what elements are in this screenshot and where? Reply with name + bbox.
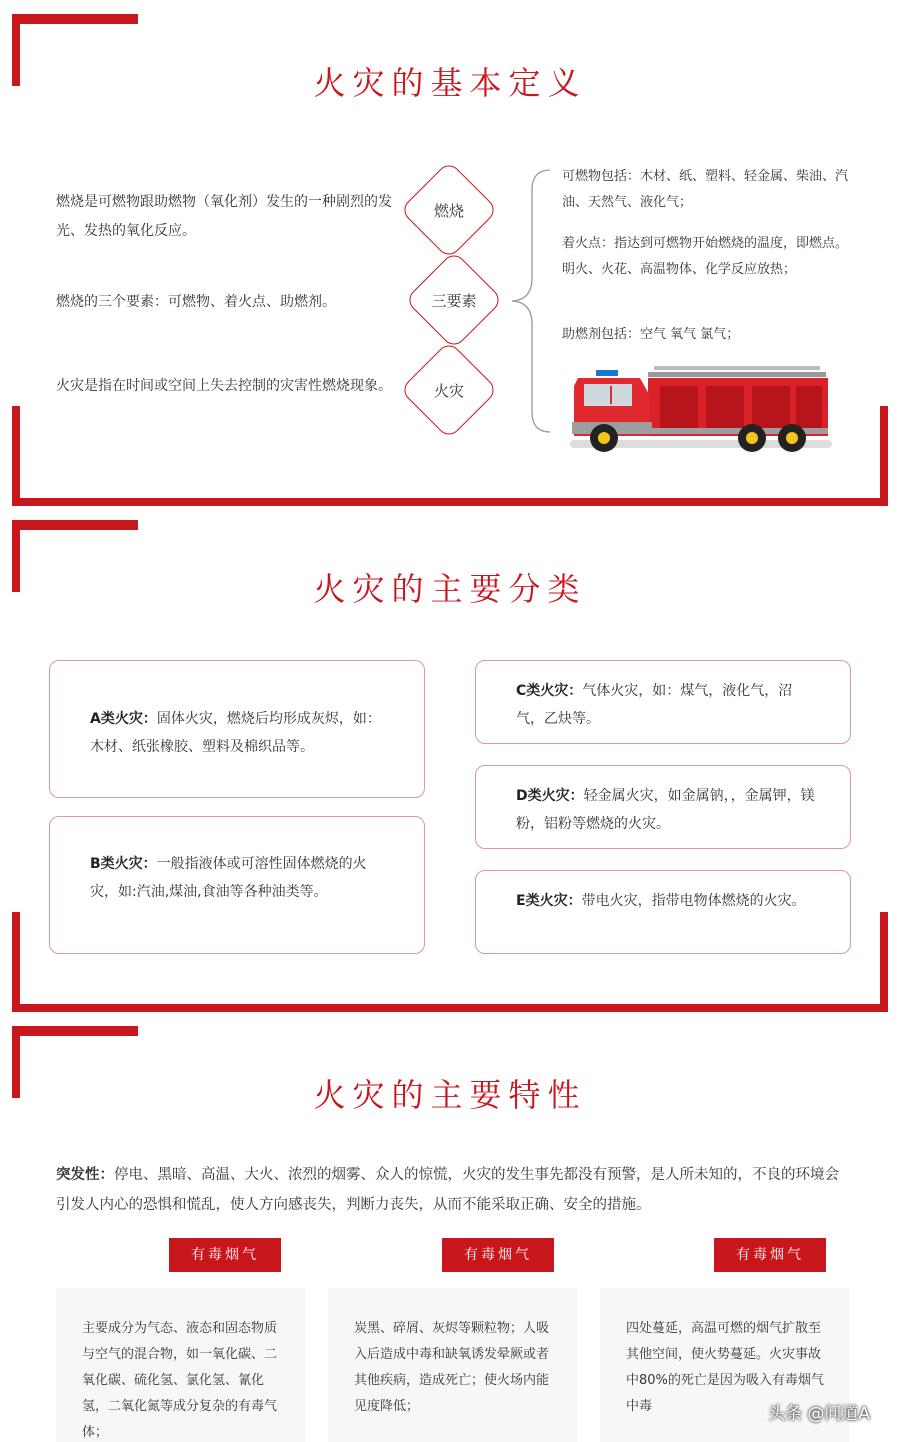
card-label: C类火灾： — [516, 683, 583, 699]
card-body: 轻金属火灾，如金属钠，，金属钾，镁粉，铝粉等燃烧的火灾。 — [516, 788, 815, 832]
tag-toxic-smoke: 有毒烟气 — [714, 1238, 826, 1272]
oxidizer-text: 助燃剂包括：空气 氧气 氯气； — [562, 327, 740, 342]
combustibles-text: 可燃物包括：木材、纸、塑料、轻金属、柴油、汽油、天然气、液化气； — [562, 169, 849, 210]
slide-basic-definition — [12, 14, 888, 506]
card-text — [516, 887, 820, 915]
card-class-b — [49, 816, 425, 954]
tag-toxic-smoke: 有毒烟气 — [442, 1238, 554, 1272]
ignition-point-text: 着火点：指达到可燃物开始燃烧的温度，即燃点。明火、火花、高温物体、化学反应放热； — [562, 236, 849, 277]
fire-truck-icon — [570, 356, 832, 456]
corner-decoration — [880, 912, 888, 1012]
slide-fire-classification — [12, 520, 888, 1012]
section-title: 火灾的基本定义 — [313, 64, 587, 102]
card-body: 气体火灾，如：煤气，液化气，沼气，乙炔等。 — [516, 683, 793, 727]
card-body: 一般指液体或可溶性固体燃烧的火灾，如:汽油,煤油,食油等各种油类等。 — [90, 856, 367, 900]
tag-toxic-smoke: 有毒烟气 — [169, 1238, 281, 1272]
section-title: 火灾的主要分类 — [313, 570, 587, 608]
diamond-label-combustion: 燃烧 — [433, 202, 464, 220]
slide-fire-characteristics — [12, 1026, 888, 1442]
card-text — [516, 782, 820, 838]
card-class-e — [475, 870, 851, 954]
column-text-composition: 主要成分为气态、液态和固态物质与空气的混合物，如一氧化碳、二氧化碳、硫化氢、氯化氢、氰化氢，二氧化氮等成分复杂的有毒气体； — [82, 1321, 278, 1440]
corner-decoration — [12, 912, 20, 1012]
card-class-c — [475, 660, 851, 744]
definition-fire: 火灾是指在时间或空间上失去控制的灾害性燃烧现象。 — [56, 378, 392, 394]
diamond-label-elements: 三要素 — [431, 292, 477, 310]
intro-label: 突发性： — [56, 1167, 114, 1183]
suddenness-text — [56, 1160, 846, 1220]
definition-combustion: 燃烧是可燃物跟助燃物（氧化剂）发生的一种剧烈的发光、发热的氧化反应。 — [56, 194, 392, 239]
section-title: 火灾的主要特性 — [313, 1076, 587, 1114]
column-text-particles: 炭黑、碎屑、灰烬等颗粒物；人吸入后造成中毒和缺氧诱发晕厥或者其他疾病，造成死亡；使火场内能见度降低； — [354, 1321, 550, 1414]
bottom-bar — [12, 498, 888, 506]
brace-icon — [506, 166, 556, 436]
card-label: D类火灾： — [516, 788, 584, 804]
diamond-label-fire: 火灾 — [433, 382, 464, 400]
card-text — [516, 677, 820, 733]
definition-three-elements: 燃烧的三个要素：可燃物、着火点、助燃剂。 — [56, 294, 336, 310]
card-text — [90, 850, 394, 906]
card-body: 固体火灾，燃烧后均形成灰烬，如：木材、纸张橡胶、塑料及棉织品等。 — [90, 711, 381, 755]
card-label: A类火灾： — [90, 711, 157, 727]
card-class-d — [475, 765, 851, 849]
intro-body: 停电、黑暗、高温、大火、浓烈的烟雾、众人的惊慌，火灾的发生事先都没有预警，是人所未知的，不良的环境会引发人内心的恐惧和慌乱，使人方向感丧失，判断力丧失，从而不能采取正确、安全的措施。 — [56, 1167, 839, 1213]
column-text-spread: 四处蔓延，高温可燃的烟气扩散至其他空间，使火势蔓延。火灾事故中80%的死亡是因为吸入有毒烟气中毒 — [626, 1321, 824, 1414]
card-text — [90, 705, 394, 761]
corner-decoration — [880, 406, 888, 506]
watermark: 头条 @问道A — [767, 1404, 870, 1424]
card-label: B类火灾： — [90, 856, 157, 872]
card-body: 带电火灾，指带电物体燃烧的火灾。 — [581, 893, 806, 909]
card-class-a — [49, 660, 425, 798]
card-label: E类火灾： — [516, 893, 582, 909]
corner-decoration — [12, 406, 20, 506]
bottom-bar — [12, 1004, 888, 1012]
